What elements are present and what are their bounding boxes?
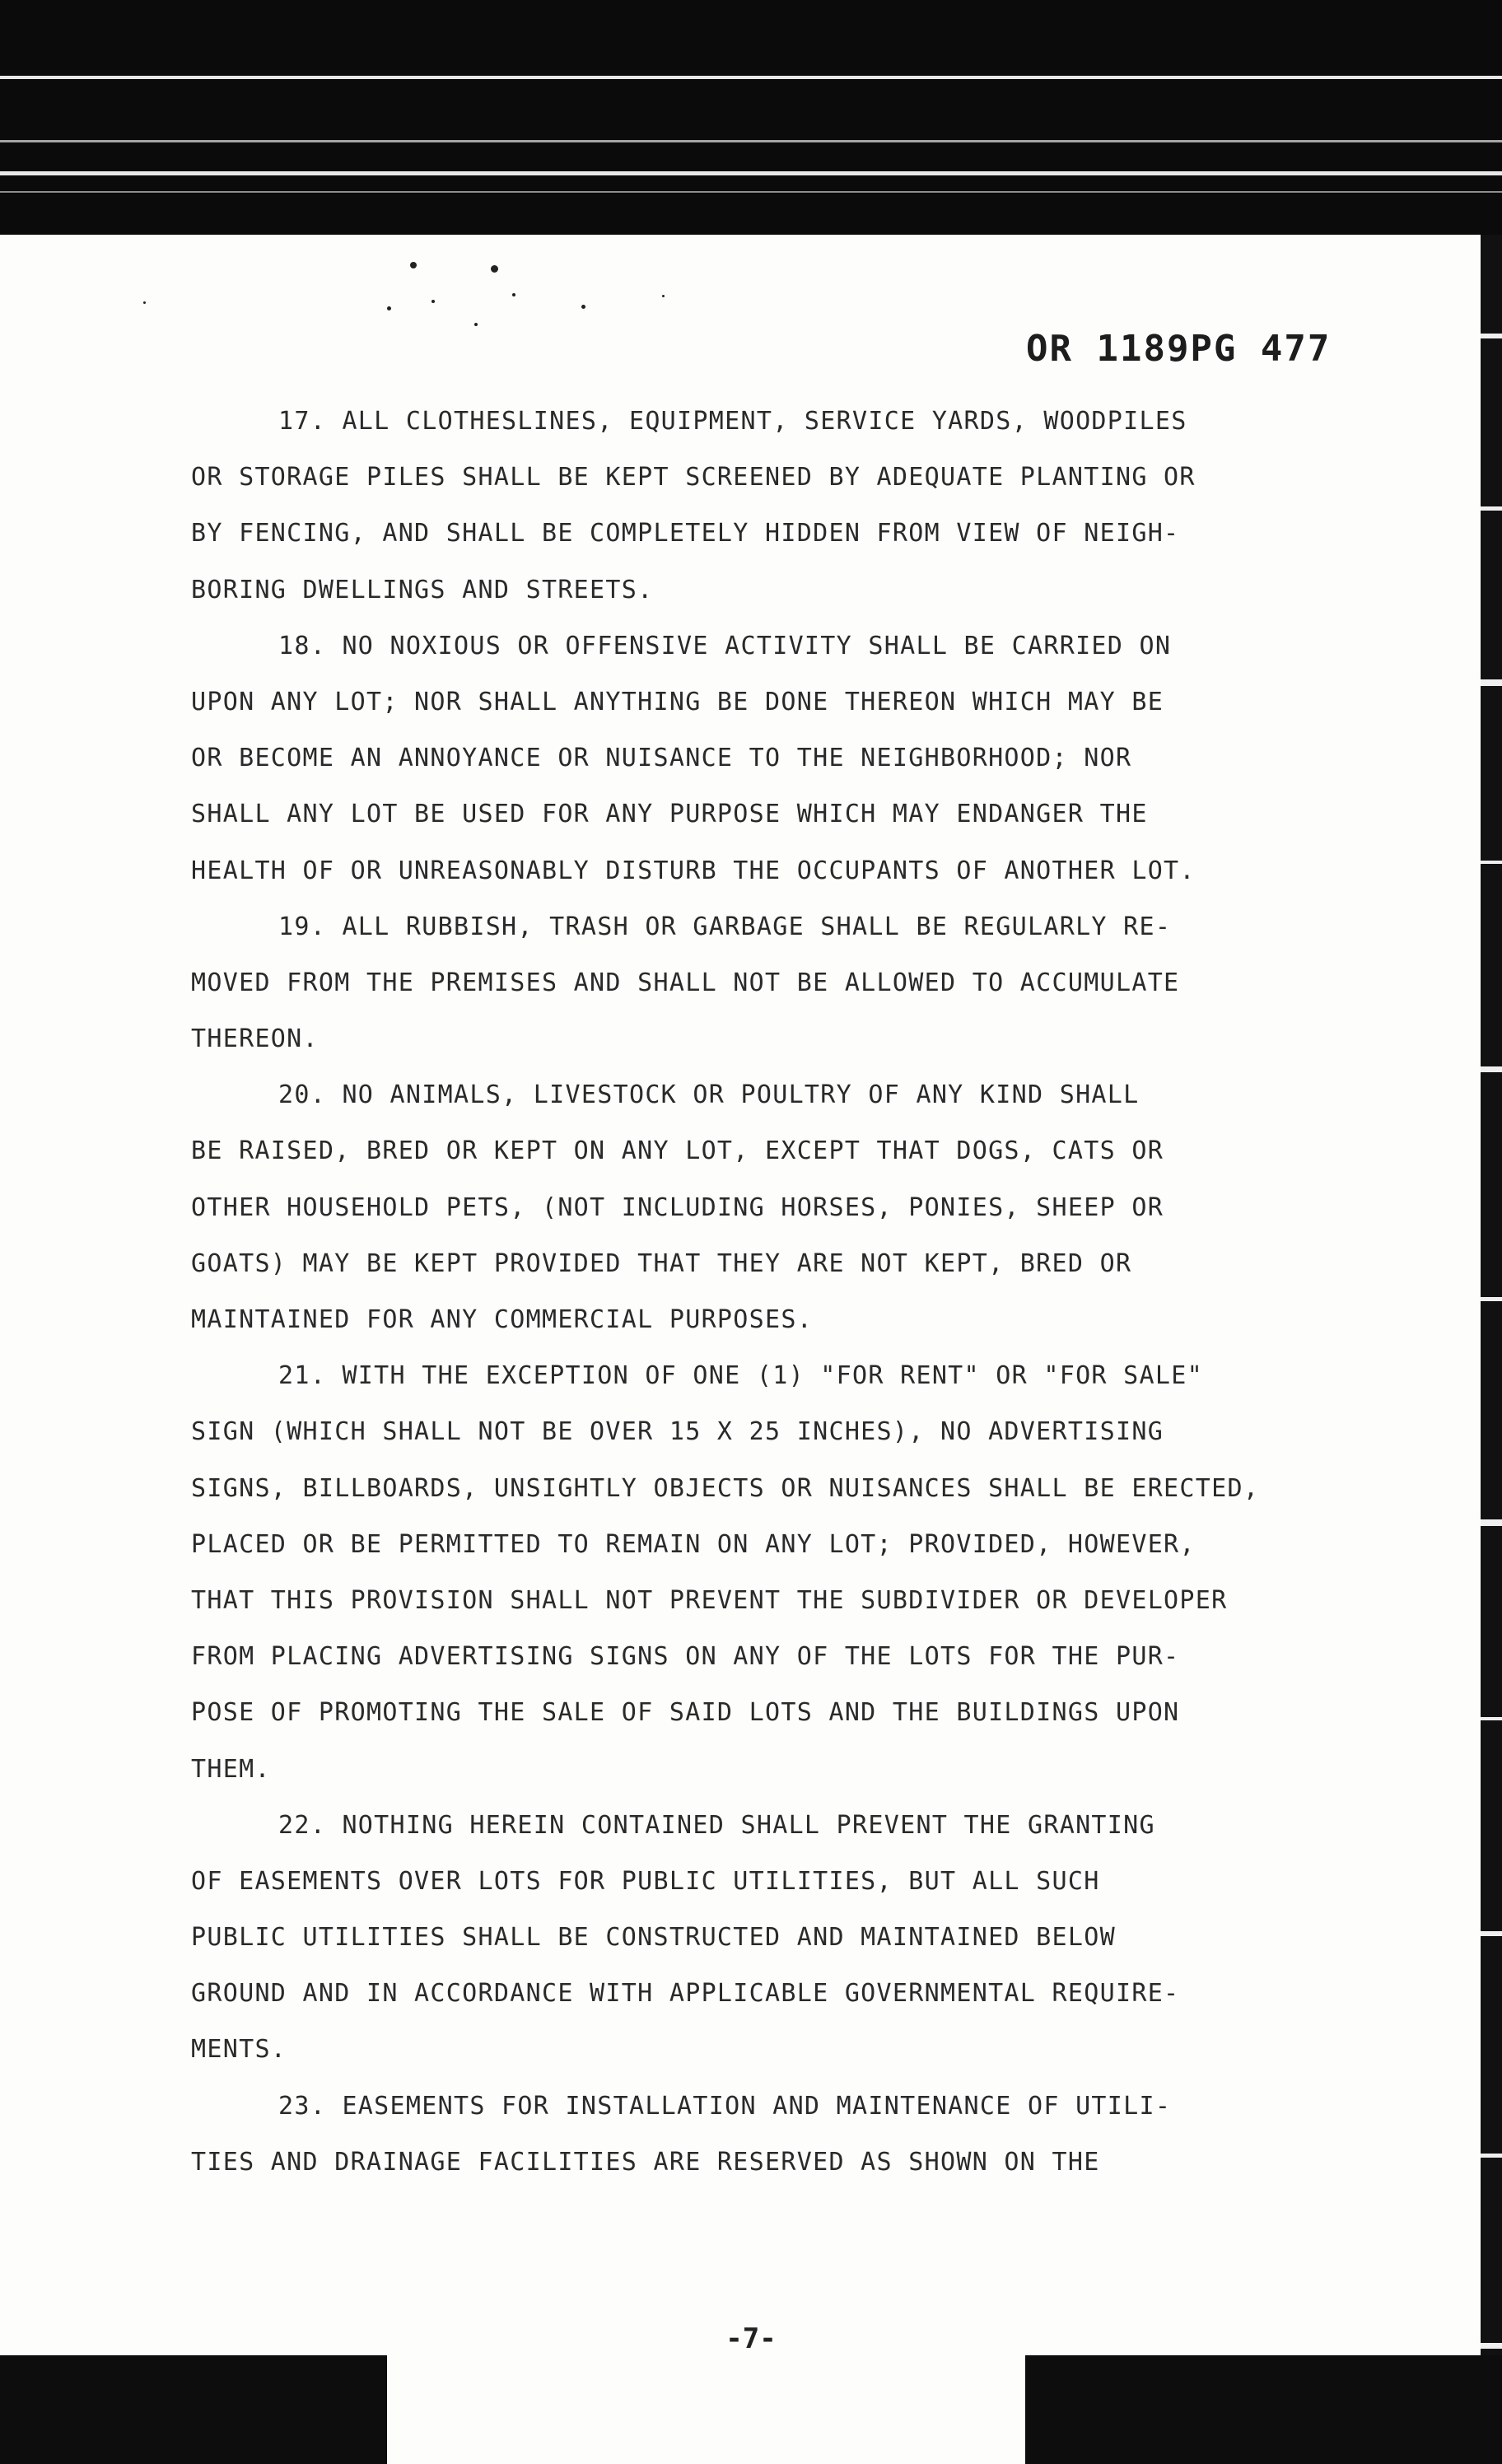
official-records-book-page-number: OR 1189PG 477 xyxy=(1026,328,1332,370)
text-line: SHALL ANY LOT BE USED FOR ANY PURPOSE WHICH MAY ENDANGER THE xyxy=(191,800,1148,829)
text-line: 19. ALL RUBBISH, TRASH OR GARBAGE SHALL BE REGULARLY RE- xyxy=(278,912,1172,941)
text-line: OR STORAGE PILES SHALL BE KEPT SCREENED BY ADEQUATE PLANTING OR xyxy=(191,463,1196,492)
text-line: PLACED OR BE PERMITTED TO REMAIN ON ANY LOT; PROVIDED, HOWEVER, xyxy=(191,1529,1196,1559)
text-line: MAINTAINED FOR ANY COMMERCIAL PURPOSES. xyxy=(191,1305,814,1334)
text-line: BORING DWELLINGS AND STREETS. xyxy=(191,575,654,604)
scan-border-top xyxy=(0,0,1502,235)
text-line: POSE OF PROMOTING THE SALE OF SAID LOTS AND THE BUILDINGS UPON xyxy=(191,1698,1180,1728)
page-number: -7- xyxy=(725,2322,777,2355)
text-line: SIGNS, BILLBOARDS, UNSIGHTLY OBJECTS OR NUISANCES SHALL BE ERECTED, xyxy=(191,1473,1260,1503)
text-line: 23. EASEMENTS FOR INSTALLATION AND MAINTENANCE OF UTILI- xyxy=(278,2091,1172,2121)
text-line: 22. NOTHING HEREIN CONTAINED SHALL PREVENT THE GRANTING xyxy=(278,1810,1155,1840)
scan-speck xyxy=(387,306,391,310)
scan-speck xyxy=(410,262,417,268)
scan-speck xyxy=(474,323,478,326)
text-line: SIGN (WHICH SHALL NOT BE OVER 15 X 25 INCHES), NO ADVERTISING xyxy=(191,1417,1164,1447)
scan-speck xyxy=(662,295,665,297)
text-line: OTHER HOUSEHOLD PETS, (NOT INCLUDING HORSES, PONIES, SHEEP OR xyxy=(191,1192,1164,1222)
text-line: THAT THIS PROVISION SHALL NOT PREVENT THE SUBDIVIDER OR DEVELOPER xyxy=(191,1585,1228,1615)
restrictions-text xyxy=(191,394,1377,2191)
text-line: 21. WITH THE EXCEPTION OF ONE (1) "FOR RENT" OR "FOR SALE" xyxy=(278,1361,1203,1391)
scan-border-bottom-left xyxy=(0,2355,387,2464)
scan-speck xyxy=(143,301,146,304)
text-line: UPON ANY LOT; NOR SHALL ANYTHING BE DONE THEREON WHICH MAY BE xyxy=(191,687,1164,716)
scan-border-bottom-right xyxy=(1025,2355,1502,2464)
text-line: BE RAISED, BRED OR KEPT ON ANY LOT, EXCEPT THAT DOGS, CATS OR xyxy=(191,1136,1164,1166)
text-line: TIES AND DRAINAGE FACILITIES ARE RESERVED AS SHOWN ON THE xyxy=(191,2147,1100,2177)
scan-speck xyxy=(581,305,585,309)
text-line: THEREON. xyxy=(191,1024,319,1054)
scan-speck xyxy=(512,293,515,296)
text-line: GROUND AND IN ACCORDANCE WITH APPLICABLE GOVERNMENTAL REQUIRE- xyxy=(191,1979,1180,2009)
text-line: 17. ALL CLOTHESLINES, EQUIPMENT, SERVICE YARDS, WOODPILES xyxy=(278,407,1187,436)
text-line: OR BECOME AN ANNOYANCE OR NUISANCE TO THE NEIGHBORHOOD; NOR xyxy=(191,744,1132,773)
text-line: OF EASEMENTS OVER LOTS FOR PUBLIC UTILITIES, BUT ALL SUCH xyxy=(191,1866,1100,1896)
scan-speck xyxy=(431,300,435,303)
text-line: 20. NO ANIMALS, LIVESTOCK OR POULTRY OF ANY KIND SHALL xyxy=(278,1080,1140,1110)
text-line: PUBLIC UTILITIES SHALL BE CONSTRUCTED AND MAINTAINED BELOW xyxy=(191,1923,1116,1953)
text-line: FROM PLACING ADVERTISING SIGNS ON ANY OF THE LOTS FOR THE PUR- xyxy=(191,1642,1180,1672)
text-line: MOVED FROM THE PREMISES AND SHALL NOT BE ALLOWED TO ACCUMULATE xyxy=(191,968,1180,997)
scan-border-right xyxy=(1481,235,1502,2464)
text-line: MENTS. xyxy=(191,2035,287,2065)
text-line: GOATS) MAY BE KEPT PROVIDED THAT THEY ARE NOT KEPT, BRED OR xyxy=(191,1248,1132,1278)
text-line: HEALTH OF OR UNREASONABLY DISTURB THE OCCUPANTS OF ANOTHER LOT. xyxy=(191,856,1196,885)
scan-speck xyxy=(491,265,498,273)
text-line: 18. NO NOXIOUS OR OFFENSIVE ACTIVITY SHALL BE CARRIED ON xyxy=(278,631,1172,660)
text-line: BY FENCING, AND SHALL BE COMPLETELY HIDDEN FROM VIEW OF NEIGH- xyxy=(191,519,1180,548)
text-line: THEM. xyxy=(191,1754,271,1784)
